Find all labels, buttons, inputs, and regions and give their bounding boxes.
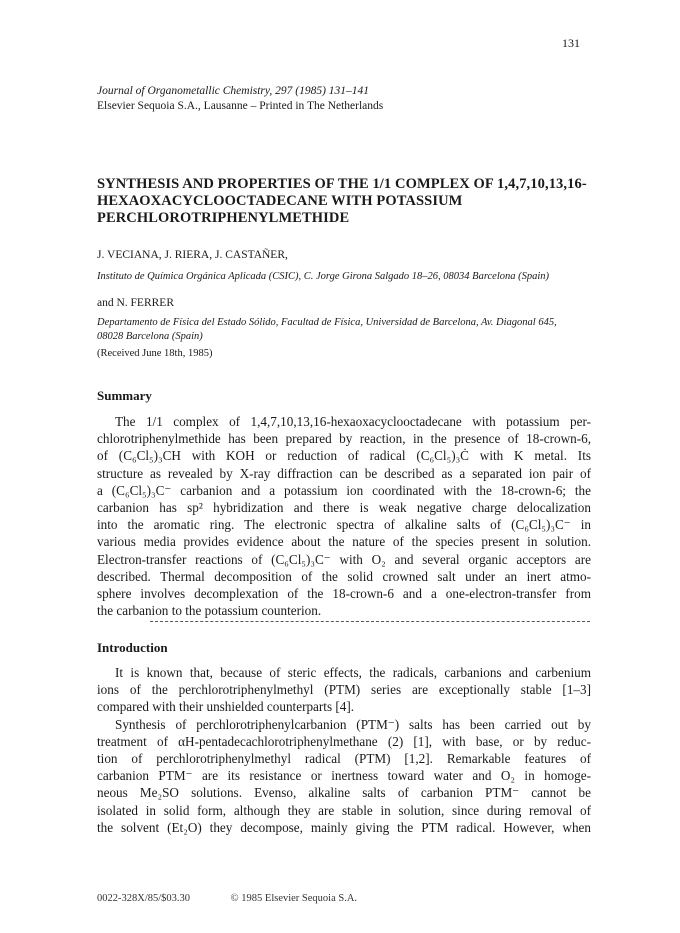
intro-line: Synthesis of perchlorotriphenylcarbanion (PTM⁻) salts has been carried out by [115, 716, 591, 732]
affiliation-2-line-2: 08028 Barcelona (Spain) [97, 331, 203, 342]
summary-paragraph [97, 413, 591, 619]
title-line-2: HEXAOXACYCLOOCTADECANE WITH POTASSIUM [97, 193, 463, 209]
summary-line: The 1/1 complex of 1,4,7,10,13,16-hexaoxacyclooctadecane with potassium per- [115, 414, 591, 429]
intro-line: neous Me₂SO solutions. Evenso, alkaline salts of carbanion PTM⁻ cannot be [97, 785, 591, 801]
journal-line-1: Journal of Organometallic Chemistry, 297 (1985) 131–141 [97, 85, 370, 97]
summary-line: Electron-transfer reactions of (C₆Cl₅)₃C⁻ with O₂ and several organic acceptors are [97, 551, 591, 567]
page-footer [97, 893, 395, 904]
summary-line: into the aromatic ring. The electronic spectra of alkaline salts of (C₆Cl₅)₃C⁻ in [97, 517, 591, 533]
summary-line: described. Thermal decomposition of the solid crowned salt under an inert atmo- [97, 568, 591, 584]
summary-line: structure as revealed by X-ray diffraction can be described as a separated ion pair of [97, 465, 591, 481]
affiliation-1: Instituto de Química Orgánica Aplicada (CSIC), C. Jorge Girona Salgado 18–26, 08034 Barcelona (Spain) [97, 271, 550, 282]
summary-line: chlorotriphenylmethide has been prepared by reaction, in the presence of 18-crown-6, [97, 431, 591, 447]
introduction-heading: Introduction [97, 640, 168, 655]
intro-line: the solvent (Et₂O) they decompose, mainly giving the PTM radical. However, when [97, 819, 591, 835]
summary-line: the carbanion to the potassium counterion. [97, 603, 322, 619]
footer-code: 0022-328X/85/$03.30 [97, 893, 191, 904]
received-date: (Received June 18th, 1985) [97, 348, 213, 359]
intro-line: treatment of αH-pentadecachlorotriphenylmethane (2) [1], with base, or by reduc- [97, 733, 591, 749]
summary-line: various media provides evidence about the nature of the species present in solution. [97, 534, 591, 550]
title-line-1: SYNTHESIS AND PROPERTIES OF THE 1/1 COMPLEX OF 1,4,7,10,13,16- [97, 176, 587, 192]
authors-primary: J. VECIANA, J. RIERA, J. CASTAÑER, [97, 249, 288, 261]
summary-line: sphere involves decomplexation of the 18-crown-6 and a one-electron-transfer from [97, 585, 591, 601]
introduction-paragraph [97, 664, 591, 836]
intro-line: isolated in solid form, although they are stable in solution, since during removal of [97, 802, 591, 818]
intro-line: ions of the perchlorotriphenylmethyl (PTM) series are exceptionally stable [1–3] [97, 682, 591, 698]
intro-line: carbanion PTM⁻ are its resistance or inertness toward water and O₂ in homoge- [97, 768, 591, 784]
authors-secondary: and N. FERRER [97, 297, 174, 309]
affiliation-2 [97, 316, 597, 344]
summary-line: a (C₆Cl₅)₃C⁻ carbanion and a potassium ion coordinated with the 18-crown-6; the [97, 482, 591, 498]
page-number: 131 [562, 36, 580, 50]
footer-copyright: © 1985 Elsevier Sequoia S.A. [230, 893, 358, 904]
summary-heading: Summary [97, 388, 152, 403]
summary-line: carbanion has sp² hybridization and there is weak negative charge delocalization [97, 499, 591, 515]
intro-line: It is known that, because of steric effects, the radicals, carbanions and carbenium [115, 665, 591, 680]
affiliation-2-line-1: Departamento de Física del Estado Sólido, Facultad de Física, Universidad de Barcelona, Av. Diagonal 645, [97, 317, 557, 328]
summary-line: of (C₆Cl₅)₃CH with KOH or reduction of radical (C₆Cl₅)₃Ċ with K metal. Its [97, 448, 591, 464]
journal-line-2: Elsevier Sequoia S.A., Lausanne – Printed in The Netherlands [97, 100, 384, 112]
intro-line: tion of perchlorotriphenylmethyl radical (PTM) [1,2]. Remarkable features of [97, 750, 591, 766]
section-divider [150, 621, 590, 622]
intro-line: compared with their unshielded counterparts [4]. [97, 699, 355, 715]
title-line-3: PERCHLOROTRIPHENYLMETHIDE [97, 210, 350, 226]
article-title [97, 176, 592, 227]
journal-citation [97, 84, 383, 114]
